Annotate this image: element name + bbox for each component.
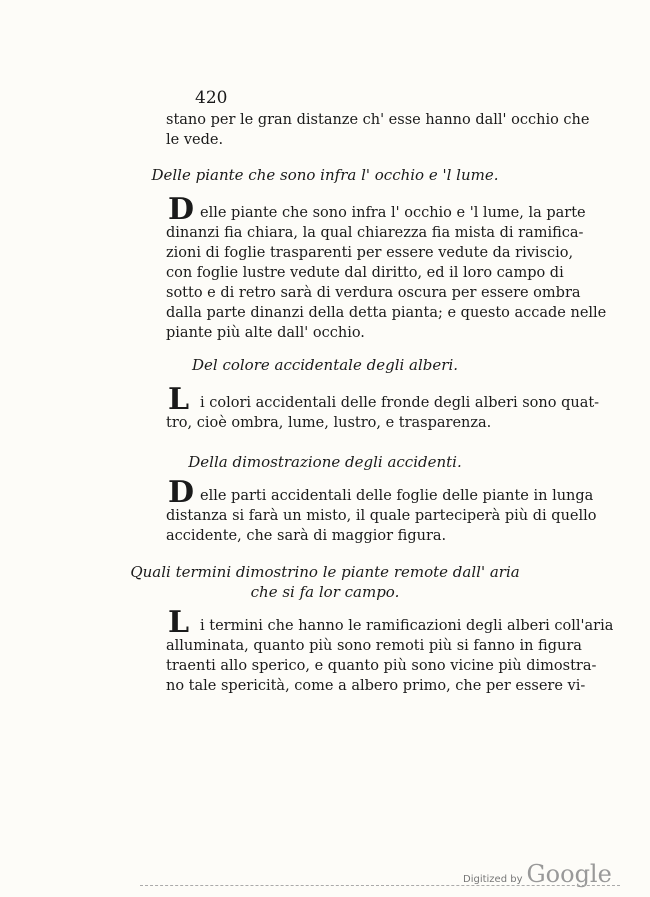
text-line: elle parti accidentali delle foglie delle piante in lunga [200, 488, 594, 504]
digitized-watermark [463, 860, 612, 888]
text-line: alluminata, quanto più sono remoti più si fanno in figura [166, 638, 582, 654]
text-line: tro, cioè ombra, lume, lustro, e trasparenza. [166, 415, 492, 431]
text-line: traenti allo sperico, e quanto più sono vicine più dimostra- [166, 658, 597, 674]
google-logo: Google [526, 860, 612, 888]
text-line: i colori accidentali delle fronde degli alberi sono quat- [200, 395, 600, 411]
text-line: distanza si farà un misto, il quale parteciperà più di quello [166, 508, 597, 524]
text-line: elle piante che sono infra l' occhio e 'l lume, la parte [200, 205, 586, 221]
text-line: sotto e di retro sarà di verdura oscura per essere ombra [166, 285, 581, 301]
drop-cap: L [168, 382, 190, 417]
scan-artifact-line [140, 885, 620, 886]
section-heading: Del colore accidentale degli alberi. [191, 356, 459, 374]
text-line: zioni di foglie trasparenti per essere vedute da riviscio, [166, 245, 574, 261]
text-line: dinanzi fia chiara, la qual chiarezza fia mista di ramifica- [166, 225, 584, 241]
text-line: i termini che hanno le ramificazioni degli alberi coll'aria [200, 618, 614, 634]
text-line: accidente, che sarà di maggior figura. [166, 528, 447, 544]
text-line: le vede. [166, 132, 224, 148]
text-line: stano per le gran distanze ch' esse hanno dall' occhio che [166, 112, 590, 128]
section-heading-continued: che si fa lor campo. [250, 583, 400, 601]
digitized-label: Digitized by [463, 874, 523, 885]
text-line: piante più alte dall' occhio. [166, 325, 365, 341]
text-line: con foglie lustre vedute dal diritto, ed il loro campo di [166, 265, 564, 281]
text-line: no tale spericità, come a albero primo, che per essere vi- [166, 678, 586, 694]
page-number: 420 [195, 88, 228, 108]
text-line: dalla parte dinanzi della detta pianta; e questo accade nelle [166, 305, 607, 321]
drop-cap: L [168, 605, 190, 640]
drop-cap: D [168, 192, 195, 227]
section-heading: Della dimostrazione degli accidenti. [188, 453, 462, 471]
section-heading: Delle piante che sono infra l' occhio e 'l lume. [151, 166, 499, 184]
section-heading: Quali termini dimostrino le piante remote dall' aria [130, 563, 520, 581]
drop-cap: D [168, 475, 195, 510]
